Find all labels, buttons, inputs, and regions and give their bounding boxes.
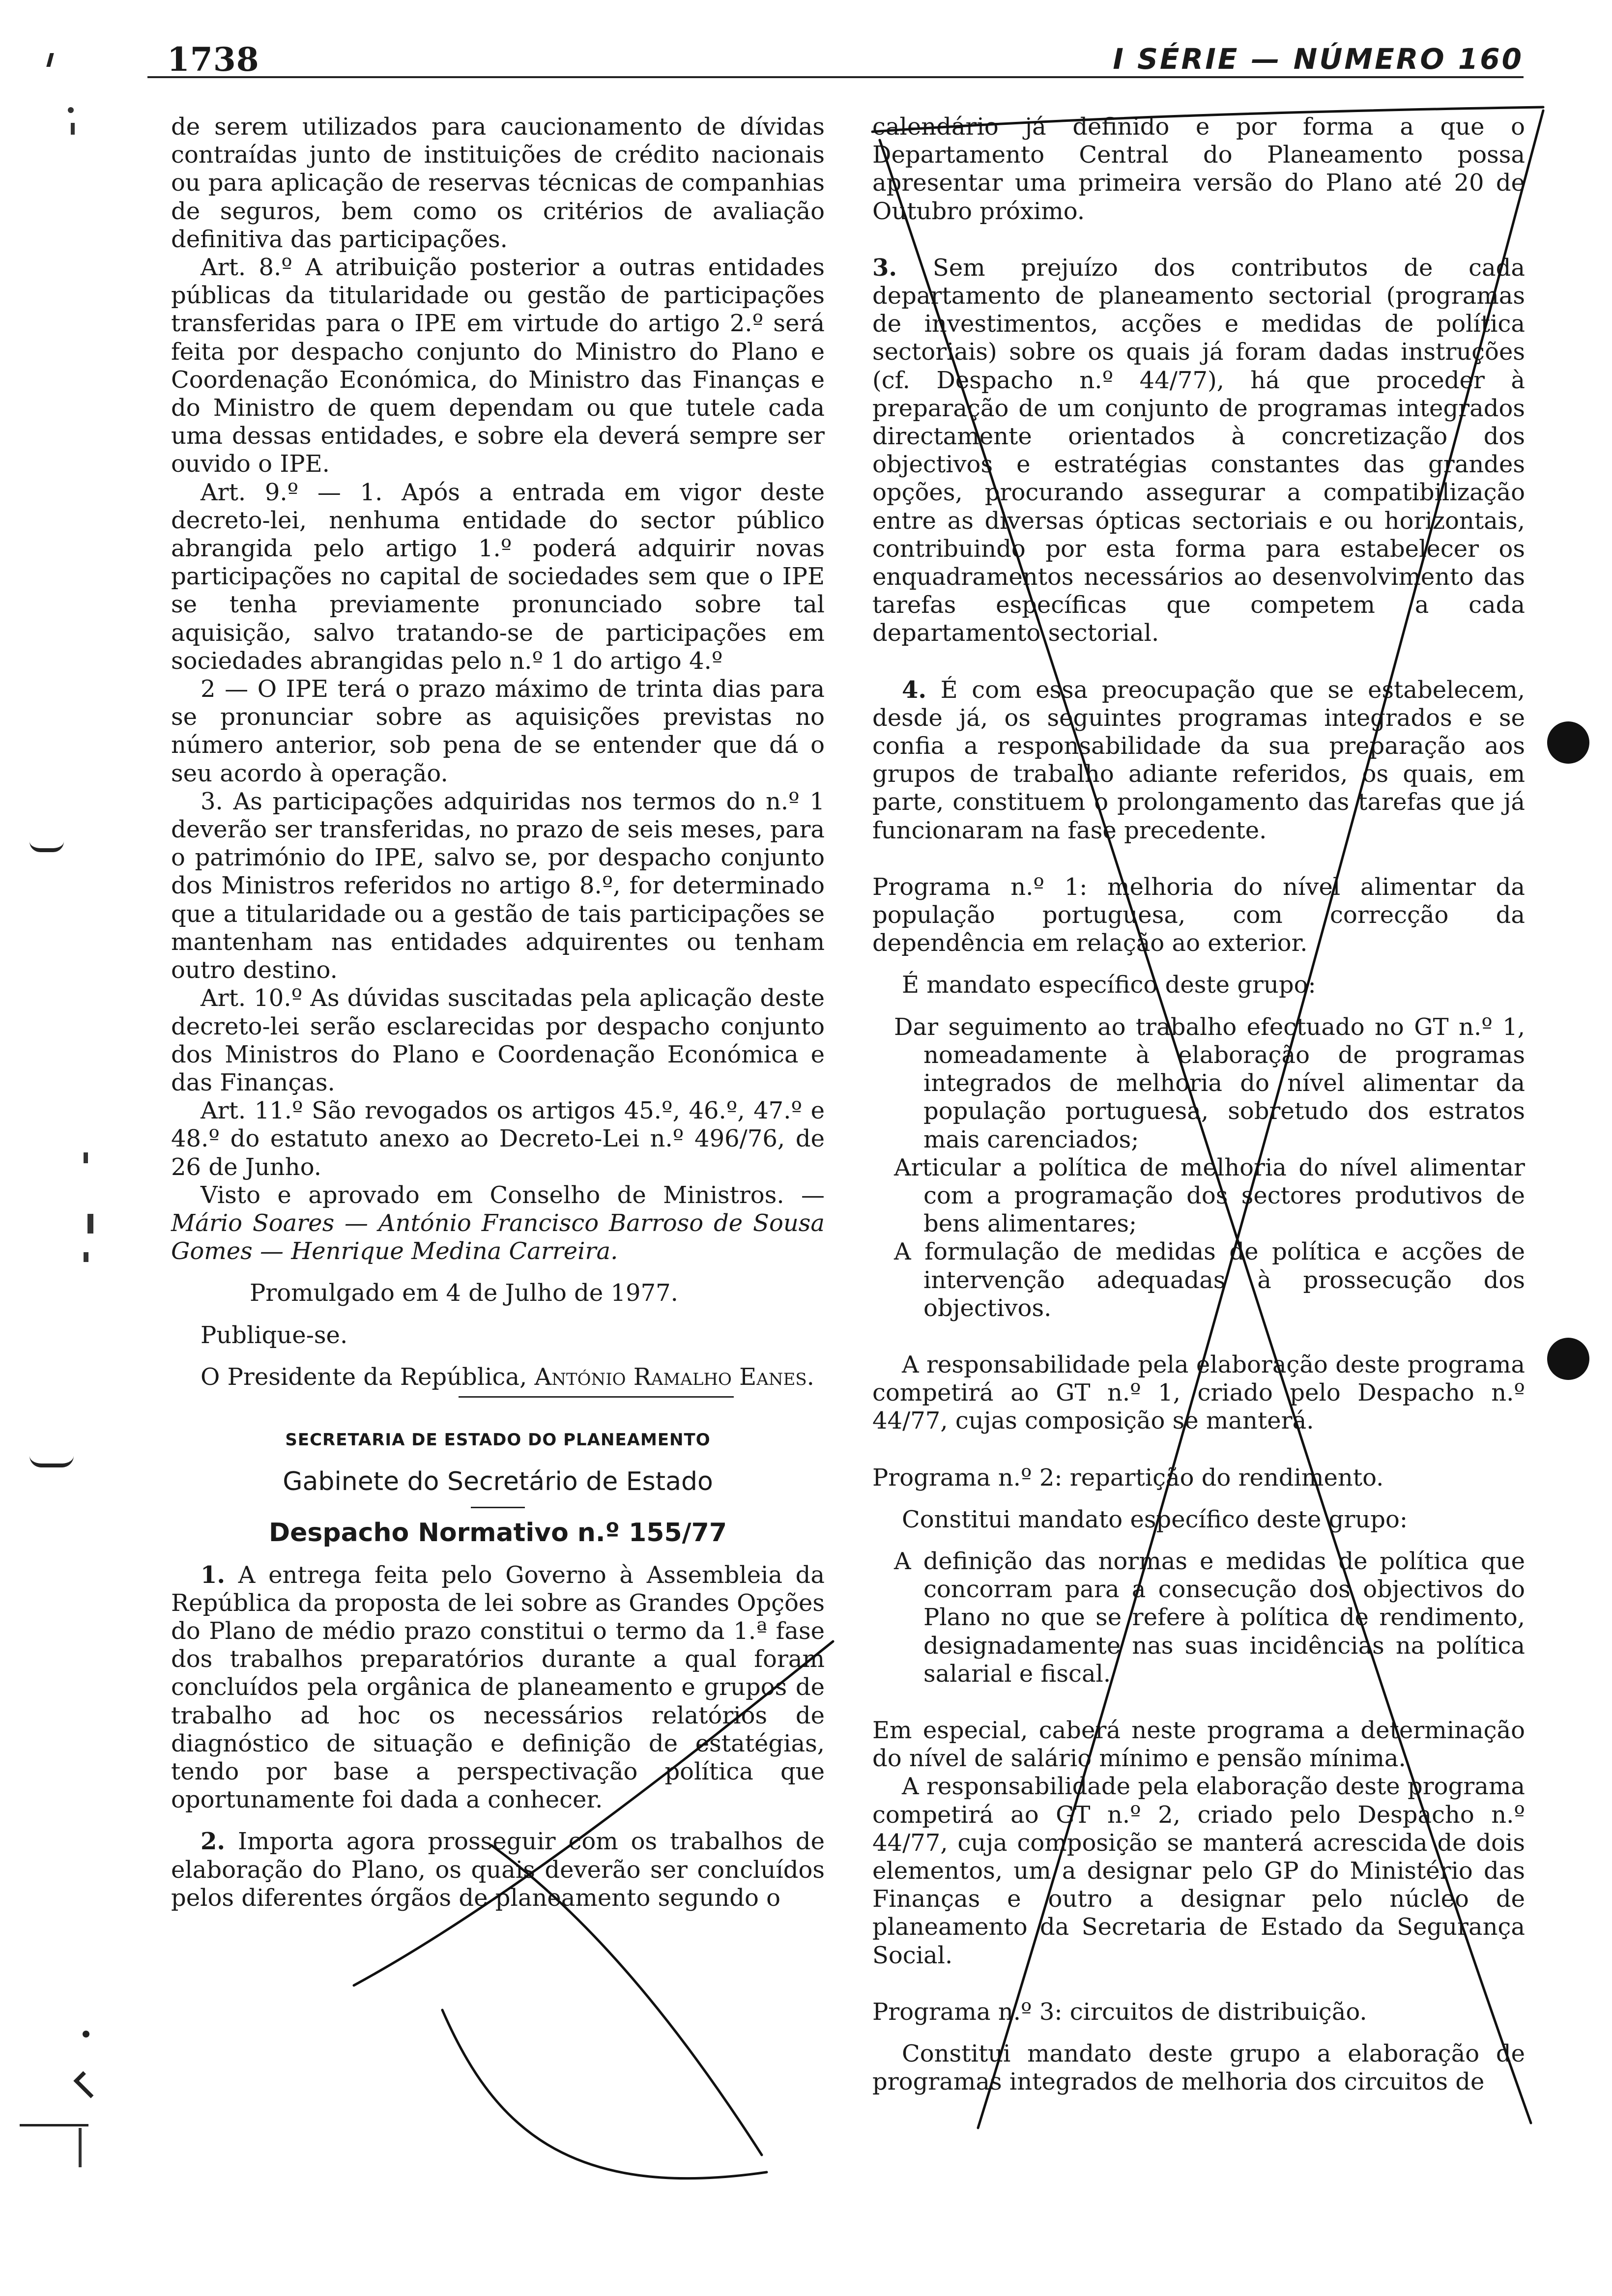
article-9-3: 3. As participações adquiridas nos termos do n.º 1 deverão ser transferidas, no prazo de seis meses, para o património do IPE, salvo se, por despacho conjunto dos Ministros referidos no artigo 8.º, for determinado que a titularidade ou a gestão de tais participações se mantenham nas entidades adquirentes ou tenham outro destino. (171, 787, 825, 984)
strike-line (491, 1845, 762, 2155)
article-9: Art. 9.º — 1. Após a entrada em vigor deste decreto-lei, nenhuma entidade do sector público abrangida pelo artigo 1.º poderá adquirir novas participações no capital de sociedades sem que o IPE se tenha previamente pronunciado sobre tal aquisição, salvo tratando-se de participações em sociedades abrangidas pelo n.º 1 do artigo 4.º (171, 478, 825, 675)
strike-line (442, 2010, 767, 2179)
programa-2-title: Programa n.º 2: repartição do rendimento. (872, 1464, 1384, 1492)
strike-line (978, 111, 1543, 2128)
par-number: 3. (872, 254, 897, 282)
page-number: 1738 (167, 40, 259, 79)
publique: Publique-se. (201, 1321, 348, 1349)
secretaria-heading: SECRETARIA DE ESTADO DO PLANEAMENTO (285, 1430, 711, 1450)
gabinete-heading: Gabinete do Secretário de Estado (283, 1467, 713, 1497)
strike-line (880, 140, 1531, 2123)
programa-2-special: Em especial, caberá neste programa a determinação do nível de salário mínimo e pensão mínima. (872, 1716, 1525, 1773)
series-number: I SÉRIE — NÚMERO 160 (1113, 42, 1524, 76)
approval-intro: Visto e aprovado em Conselho de Ministros. — (201, 1181, 825, 1209)
paragraph: calendário já definido e por forma a que o Departamento Central do Planeamento possa apresentar uma primeira versão do Plano até 20 de Outubro próximo. (872, 113, 1525, 225)
president-name: António Ramalho Eanes. (534, 1363, 814, 1391)
article-8: Art. 8.º A atribuição posterior a outras entidades públicas da titularidade ou gestão de participações transferidas para o IPE em virtude do artigo 2.º será feita por despacho conjunto do Ministro do Plano e Coordenação Económica, do Ministro das Finanças e do Ministro de quem dependam ou que tutele cada uma dessas entidades, e sobre ela deverá sempre ser ouvido o IPE. (171, 254, 825, 478)
programa-1-title: Programa n.º 1: melhoria do nível alimentar da população portuguesa, com correcção da dependência em relação ao exterior. (872, 873, 1525, 957)
article-11: Art. 11.º São revogados os artigos 45.º, 46.º, 47.º e 48.º do estatuto anexo ao Decreto-Lei n.º 496/76, de 26 de Junho. (171, 1097, 825, 1181)
par-text: A entrega feita pelo Governo à Assembleia da República da proposta de lei sobre as Grandes Opções do Plano de médio prazo constitui o termo da 1.ª fase dos trabalhos preparatórios durante a qual foram concluídos pela orgânica de planeamento e grupos de trabalho ad hoc os necessários relatórios de diagnóstico de situação e definição de estatégias, tendo por base a perspectivação política que oportunamente foi dada a conhecer. (171, 1561, 825, 1814)
programa-1-responsibility: A responsabilidade pela elaboração deste programa competirá ao GT n.º 1, criado pelo Despacho n.º 44/77, cujas composição se manterá. (872, 1350, 1525, 1435)
strike-line (872, 107, 1543, 132)
article-10: Art. 10.º As dúvidas suscitadas pela aplicação deste decreto-lei serão esclarecidas por despacho conjunto dos Ministros do Plano e Coordenação Económica e das Finanças. (171, 984, 825, 1096)
par-text: Sem prejuízo dos contributos de cada departamento de planeamento sectorial (programas de investimentos, acções e medidas de política sectoriais) sobre os quais já foram dadas instruções (cf. Despacho n.º 44/77), há que proceder à preparação de um conjunto de programas integrados directamente orientados à concretização dos objectivos e estratégias constantes das grandes opções, procurando assegurar a compatibilização entre as diversas ópticas sectoriais e ou horizontais, contribuindo por esta forma para estabelecer os enquadramentos necessários ao desenvolvimento das tarefas específicas que competem a cada departamento sectorial. (872, 254, 1525, 647)
par-text: Importa agora prosseguir com os trabalhos de elaboração do Plano, os quais deverão ser concluídos pelos diferentes órgãos de planeamento segundo o (171, 1828, 825, 1912)
programa-3-title: Programa n.º 3: circuitos de distribuição. (872, 1998, 1367, 2026)
programa-2-responsibility: A responsabilidade pela elaboração deste programa competirá ao GT n.º 2, criado pelo Despacho n.º 44/77, cuja composição se manterá acrescida de dois elementos, um a designar pelo GP do Ministério das Finanças e outro a designar pelo núcleo de planeamento da Secretaria de Estado da Segurança Social. (872, 1773, 1525, 1969)
programa-1-mandate: É mandato específico deste grupo: (902, 971, 1316, 999)
signatories: Mário Soares — António Francisco Barroso de Sousa Gomes — Henrique Medina Carreira. (171, 1209, 825, 1265)
programa-3-mandate: Constitui mandato deste grupo a elaboração de programas integrados de melhoria dos circuitos de (872, 2039, 1525, 2096)
par-text: É com essa preocupação que se estabelecem, desde já, os seguintes programas integrados e se confia a responsabilidade da sua preparação aos grupos de trabalho adiante referidos, os quais, em parte, constituem o prolongamento das tarefas que já funcionaram na fase precedente. (872, 676, 1526, 844)
president-label: O Presidente da República, (201, 1363, 527, 1391)
promulgation-date: Promulgado em 4 de Julho de 1977. (250, 1279, 678, 1307)
programa-1-item: A formulação de medidas de política e acções de intervenção adequadas à prossecução dos objectivos. (894, 1238, 1525, 1322)
programa-1-item: Articular a política de melhoria do nível alimentar com a programação dos sectores produtivos de bens alimentares; (894, 1153, 1525, 1238)
programa-1-item: Dar seguimento ao trabalho efectuado no GT n.º 1, nomeadamente à elaboração de programas integrados de melhoria do nível alimentar da população portuguesa, sobretudo dos estratos mais carenciados; (894, 1013, 1525, 1153)
par-number: 2. (201, 1828, 226, 1856)
programa-2-mandate: Constitui mandato específico deste grupo: (902, 1505, 1408, 1533)
paragraph: de serem utilizados para caucionamento de dívidas contraídas junto de instituições de crédito nacionais ou para aplicação de reservas técnicas de companhias de seguros, bem como os critérios de avaliação definitiva das participações. (171, 113, 825, 253)
despacho-title: Despacho Normativo n.º 155/77 (268, 1518, 727, 1548)
article-9-2: 2 — O IPE terá o prazo máximo de trinta dias para se pronunciar sobre as aquisições previstas no número anterior, sob pena de se entender que dá o seu acordo à operação. (171, 675, 825, 787)
par-number: 4. (902, 676, 927, 704)
programa-2-item: A definição das normas e medidas de política que concorram para a consecução dos objectivos do Plano no que se refere à política de rendimento, designadamente nas suas incidências na política salarial e fiscal. (894, 1547, 1525, 1688)
par-number: 1. (201, 1561, 226, 1589)
